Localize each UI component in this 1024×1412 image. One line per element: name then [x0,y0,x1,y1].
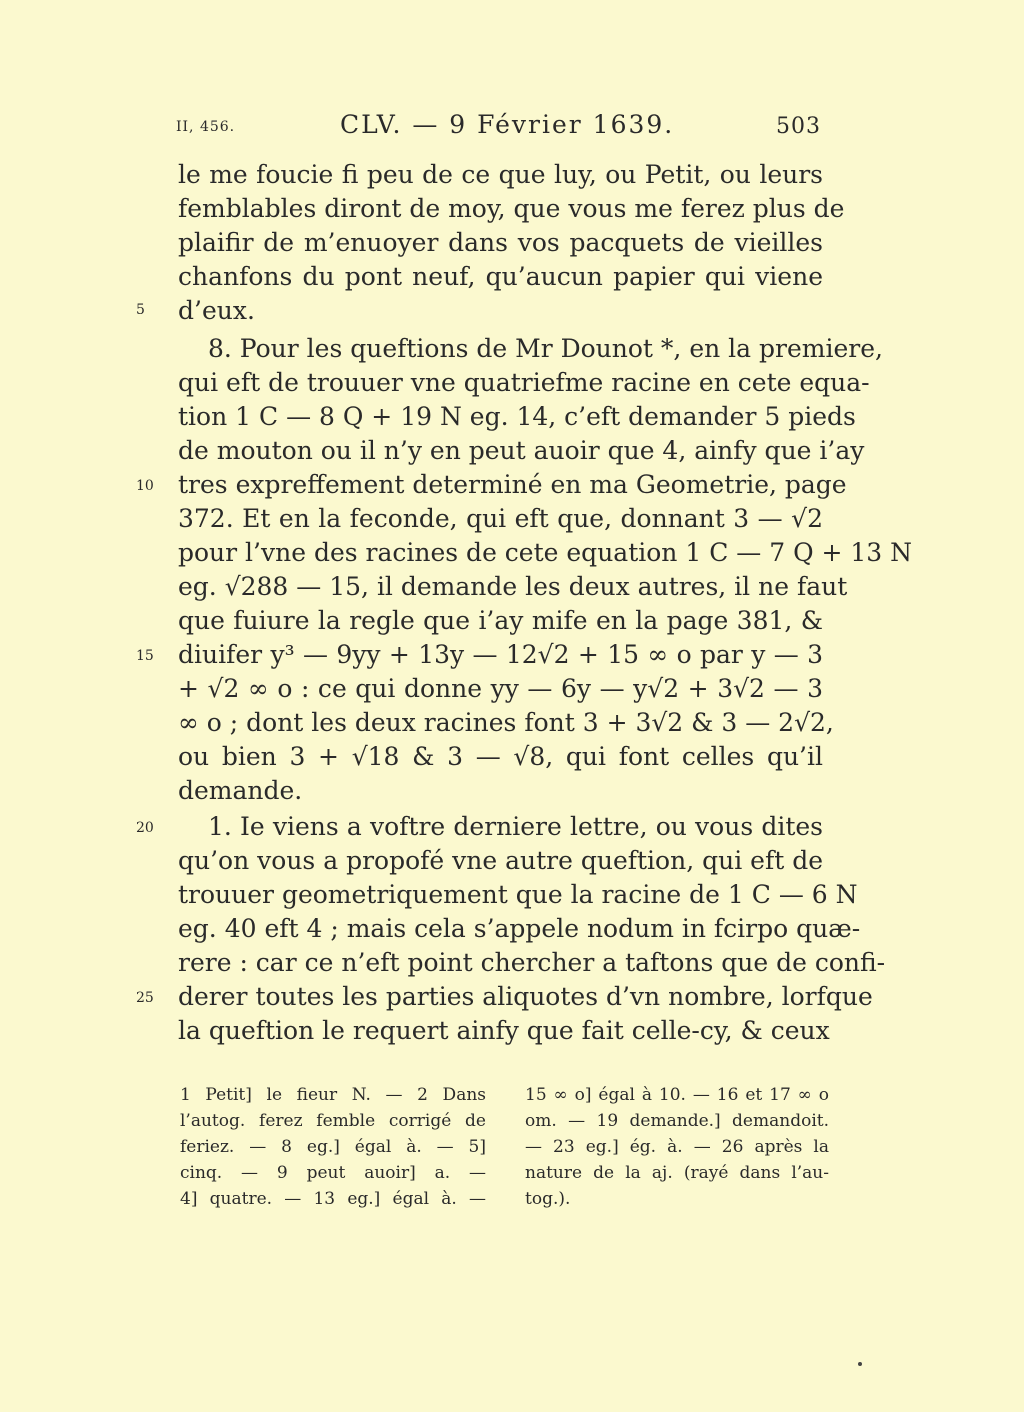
header-title: CLV. — 9 Février 1639. [340,110,675,139]
footnote-line: cinq. — 9 peut auoir] a. — [180,1163,486,1183]
header-left-reference: II, 456. [176,119,236,135]
text-line: + √2 ∞ o : ce qui donne yy — 6y — y√2 + 3√2 — 3 [178,674,823,703]
text-line: d’eux. [178,296,255,325]
text-line: ∞ o ; dont les deux racines font 3 + 3√2 & 3 — 2√2, [178,708,834,737]
footnote-line: nature de la aj. (rayé dans l’au- [525,1163,829,1183]
line-number: 25 [136,990,154,1006]
text-line: derer toutes les parties aliquotes d’vn nombre, lorfque [178,982,873,1011]
text-line: chanfons du pont neuf, qu’aucun papier qui viene [178,262,823,291]
text-line: tion 1 C — 8 Q + 19 N eg. 14, c’eft demander 5 pieds [178,402,856,431]
text-line: que fuiure la regle que i’ay mife en la page 381, & [178,606,823,635]
footnote-line: feriez. — 8 eg.] égal à. — 5] [180,1137,486,1157]
text-line: trouuer geometriquement que la racine de 1 C — 6 N [178,880,858,909]
line-number: 20 [136,820,154,836]
line-number: 10 [136,478,154,494]
text-line: plaifir de m’enuoyer dans vos pacquets de vieilles [178,228,823,257]
text-line: qu’on vous a propofé vne autre queftion, qui eft de [178,846,823,875]
text-line: 8. Pour les queftions de Mr Dounot *, en la premiere, [208,334,883,363]
text-line: pour l’vne des racines de cete equation 1 C — 7 Q + 13 N [178,538,913,567]
footnote-line: tog.). [525,1189,571,1209]
text-line: de mouton ou il n’y en peut auoir que 4, ainfy que i’ay [178,436,865,465]
text-line: eg. 40 eft 4 ; mais cela s’appele nodum in fcirpo quæ- [178,914,861,943]
footnote-line: l’autog. ferez femble corrigé de [180,1111,486,1131]
footnote-line: om. — 19 demande.] demandoit. [525,1111,829,1131]
text-line: tres expreffement determiné en ma Geometrie, page [178,470,847,499]
footnote-line: — 23 eg.] ég. à. — 26 après la [525,1137,829,1157]
text-line: femblables diront de moy, que vous me ferez plus de [178,194,845,223]
footnote-line: 4] quatre. — 13 eg.] égal à. — [180,1189,486,1209]
text-line: diuifer y³ — 9yy + 13y — 12√2 + 15 ∞ o par y — 3 [178,640,823,669]
header-page-number: 503 [776,114,821,139]
text-line: le me foucie fi peu de ce que luy, ou Petit, ou leurs [178,160,823,189]
footnote-line: 15 ∞ o] égal à 10. — 16 et 17 ∞ o [525,1085,829,1105]
text-line: rere : car ce n’eft point chercher a taftons que de confi- [178,948,886,977]
footnote-line: 1 Petit] le fieur N. — 2 Dans [180,1085,486,1105]
text-line: la queftion le requert ainfy que fait celle-cy, & ceux [178,1016,830,1045]
text-line: ou bien 3 + √18 & 3 — √8, qui font celles qu’il [178,742,823,771]
text-line: 1. Ie viens a voftre derniere lettre, ou vous dites [208,812,823,841]
page-speck [858,1362,862,1366]
line-number: 15 [136,648,154,664]
text-line: demande. [178,776,303,805]
text-line: eg. √288 — 15, il demande les deux autres, il ne faut [178,572,848,601]
text-line: 372. Et en la feconde, qui eft que, donnant 3 — √2 [178,504,823,533]
line-number: 5 [136,302,145,318]
text-line: qui eft de trouuer vne quatriefme racine en cete equa- [178,368,870,397]
